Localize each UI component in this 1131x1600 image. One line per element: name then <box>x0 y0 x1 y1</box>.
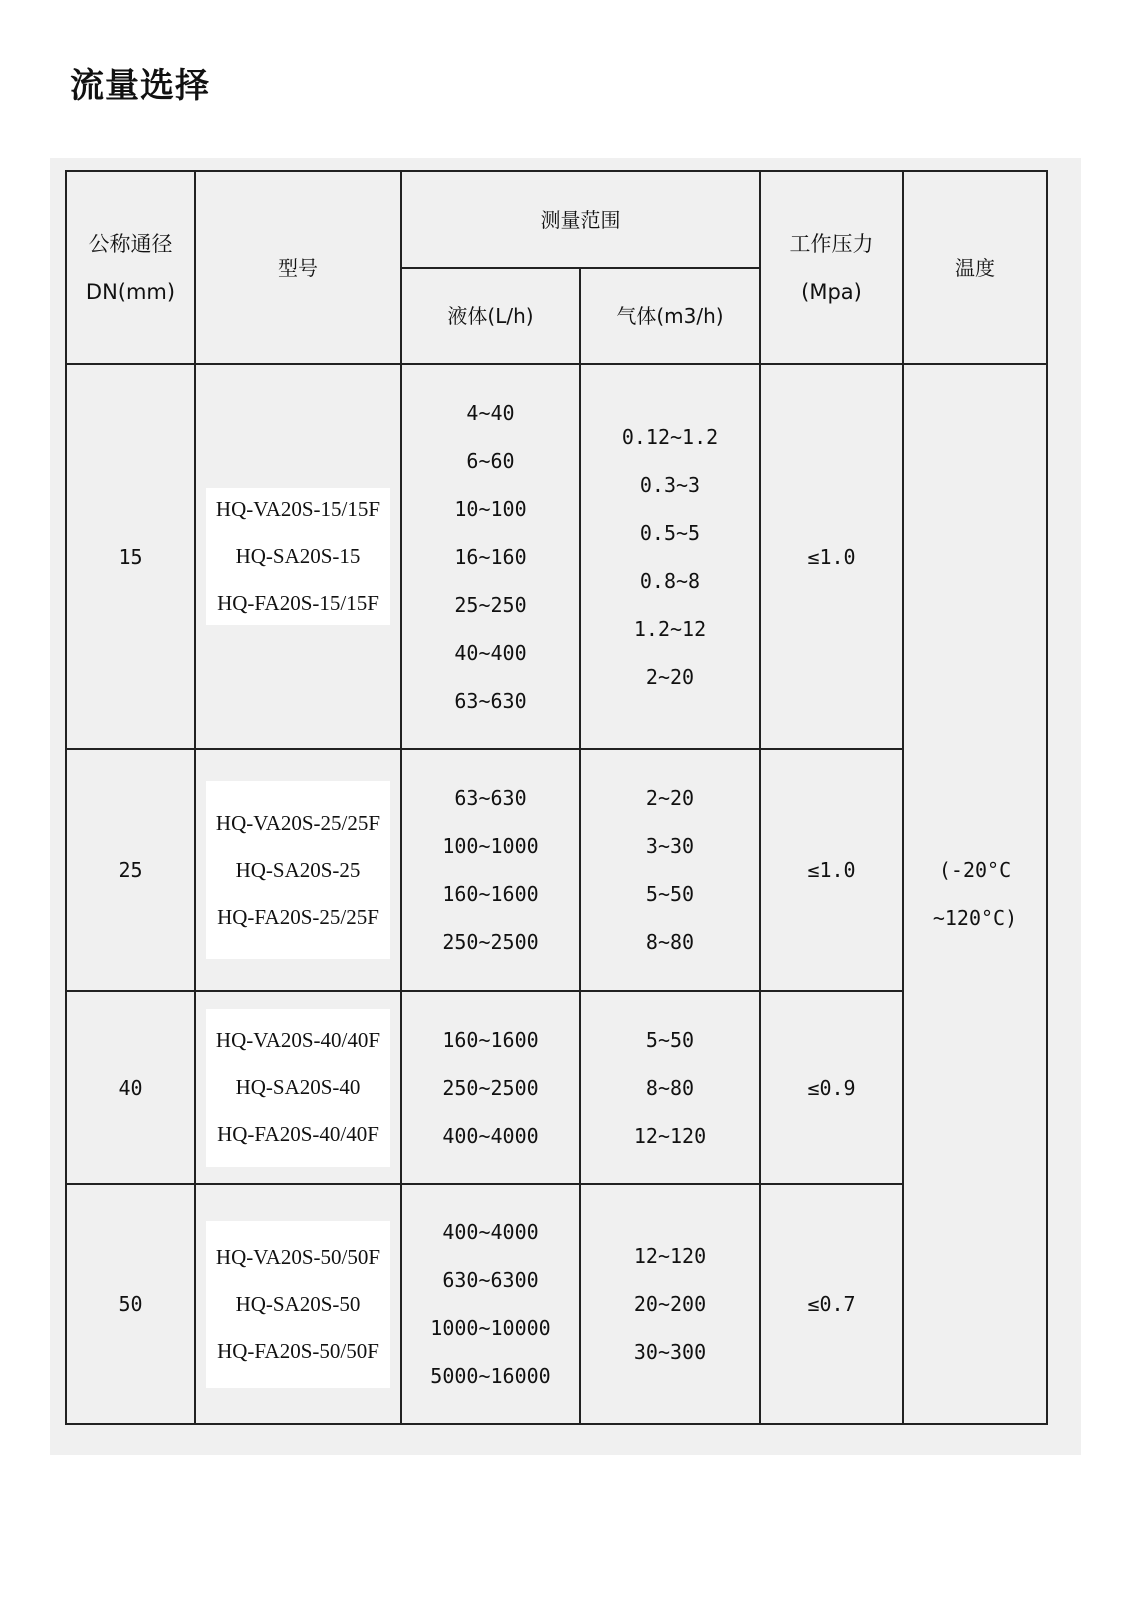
liquid-range: 400~4000 <box>442 1220 539 1244</box>
model-name: HQ-SA20S-15 <box>235 544 361 568</box>
gas-range: 3~30 <box>645 834 695 858</box>
model-name: HQ-FA20S-40/40F <box>217 1122 379 1146</box>
header-working-pressure <box>760 171 903 364</box>
liquid-range: 4~40 <box>466 400 515 425</box>
gas-range: 0.8~8 <box>639 568 701 593</box>
liquid-range: 630~6300 <box>442 1268 539 1292</box>
temperature-min: (-20°C <box>938 858 1012 882</box>
gas-range-cell <box>580 1184 760 1424</box>
model-name: HQ-VA20S-40/40F <box>215 1028 381 1052</box>
model-cell <box>195 364 401 749</box>
liquid-range: 63~630 <box>454 688 527 713</box>
header-dn-unit: DN(mm) <box>85 279 176 304</box>
liquid-range: 5000~16000 <box>430 1364 551 1388</box>
gas-range: 5~50 <box>645 1027 695 1052</box>
pressure-cell: ≤0.9 <box>760 991 903 1184</box>
gas-range: 2~20 <box>645 664 695 689</box>
header-nominal-diameter <box>66 171 195 364</box>
liquid-range: 16~160 <box>454 544 527 569</box>
page-title: 流量选择 <box>70 66 210 106</box>
liquid-range: 250~2500 <box>442 1075 539 1100</box>
gas-range: 0.5~5 <box>639 520 701 545</box>
header-pressure-unit: (Mpa) <box>801 279 862 304</box>
header-dn-label: 公称通径 <box>88 231 173 256</box>
liquid-range: 100~1000 <box>442 834 539 858</box>
dn-cell: 15 <box>66 364 195 749</box>
dn-cell: 25 <box>66 749 195 991</box>
model-name: HQ-FA20S-50/50F <box>217 1338 379 1363</box>
table-row <box>66 749 1047 991</box>
liquid-range-cell <box>401 749 580 991</box>
model-name: HQ-SA20S-40 <box>235 1075 361 1099</box>
liquid-range-cell <box>401 991 580 1184</box>
liquid-range: 250~2500 <box>442 930 539 954</box>
pressure-cell: ≤0.7 <box>760 1184 903 1424</box>
table-row <box>66 991 1047 1184</box>
flow-selection-table <box>65 170 1048 1425</box>
model-name: HQ-FA20S-15/15F <box>217 591 379 615</box>
header-model: 型号 <box>195 171 401 364</box>
pressure-cell: ≤1.0 <box>760 749 903 991</box>
liquid-range: 40~400 <box>454 640 527 665</box>
temperature-max: ~120°C) <box>932 906 1018 930</box>
liquid-range: 10~100 <box>454 496 527 521</box>
header-gas: 气体(m3/h) <box>580 268 760 364</box>
liquid-range-cell <box>401 364 580 749</box>
liquid-range: 6~60 <box>466 448 515 473</box>
gas-range: 12~120 <box>633 1123 707 1148</box>
gas-range-cell <box>580 749 760 991</box>
gas-range: 1.2~12 <box>633 616 707 641</box>
model-name: HQ-SA20S-50 <box>235 1291 361 1316</box>
liquid-range-cell <box>401 1184 580 1424</box>
gas-range: 0.12~1.2 <box>621 424 719 449</box>
temperature-cell <box>903 364 1047 1424</box>
gas-range: 5~50 <box>645 882 695 906</box>
model-name: HQ-FA20S-25/25F <box>217 904 379 929</box>
liquid-range: 160~1600 <box>442 882 539 906</box>
liquid-range: 63~630 <box>454 786 527 810</box>
gas-range: 8~80 <box>645 930 695 954</box>
model-name: HQ-SA20S-25 <box>235 857 361 882</box>
dn-cell: 50 <box>66 1184 195 1424</box>
gas-range-cell <box>580 364 760 749</box>
table-row <box>66 1184 1047 1424</box>
gas-range: 12~120 <box>633 1244 707 1268</box>
model-cell <box>195 991 401 1184</box>
pressure-cell: ≤1.0 <box>760 364 903 749</box>
dn-cell: 40 <box>66 991 195 1184</box>
gas-range: 2~20 <box>645 786 695 810</box>
gas-range-cell <box>580 991 760 1184</box>
model-cell <box>195 749 401 991</box>
gas-range: 8~80 <box>645 1075 695 1100</box>
header-temperature: 温度 <box>903 171 1047 364</box>
gas-range: 30~300 <box>633 1340 707 1364</box>
table-row <box>66 364 1047 749</box>
liquid-range: 1000~10000 <box>430 1316 551 1340</box>
liquid-range: 25~250 <box>454 592 527 617</box>
header-measurement-range: 测量范围 <box>401 171 760 268</box>
gas-range: 20~200 <box>633 1292 707 1316</box>
model-name: HQ-VA20S-50/50F <box>215 1244 381 1269</box>
header-pressure-label: 工作压力 <box>789 231 874 256</box>
gas-range: 0.3~3 <box>639 472 701 497</box>
liquid-range: 400~4000 <box>442 1123 539 1148</box>
model-cell <box>195 1184 401 1424</box>
model-name: HQ-VA20S-15/15F <box>215 497 381 521</box>
liquid-range: 160~1600 <box>442 1027 539 1052</box>
model-name: HQ-VA20S-25/25F <box>215 810 381 835</box>
header-liquid: 液体(L/h) <box>401 268 580 364</box>
